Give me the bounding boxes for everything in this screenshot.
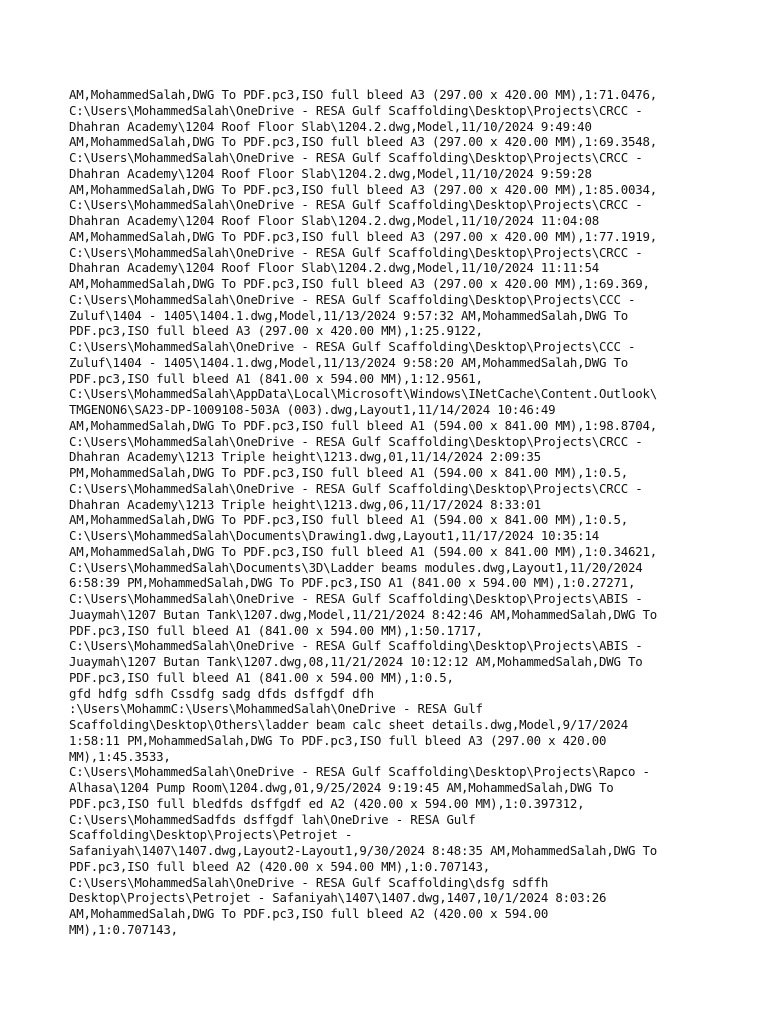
text-line: MM),1:0.707143, (69, 921, 178, 937)
text-line: C:\Users\MohammedSalah\OneDrive - RESA Gulf Scaffolding\Desktop\Projects\CRCC - (69, 197, 643, 213)
text-line: 1:58:11 PM,MohammedSalah,DWG To PDF.pc3,ISO full bleed A3 (297.00 x 420.00 (69, 732, 607, 748)
text-line: 6:58:39 PM,MohammedSalah,DWG To PDF.pc3,ISO A1 (841.00 x 594.00 MM),1:0.27271, (69, 575, 636, 591)
text-line: Zuluf\1404 - 1405\1404.1.dwg,Model,11/13/2024 9:58:20 AM,MohammedSalah,DWG To (69, 354, 629, 370)
text-line: AM,MohammedSalah,DWG To PDF.pc3,ISO full bleed A3 (297.00 x 420.00 MM),1:69.369, (69, 276, 650, 291)
plot-log-text (69, 87, 759, 938)
text-line: Safaniyah\1407\1407.dwg,Layout2-Layout1,9/30/2024 8:48:35 AM,MohammedSalah,DWG To (69, 843, 658, 858)
text-line: Dhahran Academy\1204 Roof Floor Slab\1204.2.dwg,Model,11/10/2024 9:59:28 (69, 165, 592, 181)
text-line: AM,MohammedSalah,DWG To PDF.pc3,ISO full bleed A3 (297.00 x 420.00 MM),1:69.3548, (69, 134, 658, 150)
text-line: Dhahran Academy\1204 Roof Floor Slab\1204.2.dwg,Model,11/10/2024 11:11:54 (69, 260, 599, 276)
text-line: AM,MohammedSalah,DWG To PDF.pc3,ISO full bleed A3 (297.00 x 420.00 MM),1:71.0476, (69, 87, 658, 102)
text-line: Alhasa\1204 Pump Room\1204.dwg,01,9/25/2024 9:19:45 AM,MohammedSalah,DWG To (69, 780, 614, 795)
text-line: C:\Users\MohammedSalah\OneDrive - RESA Gulf Scaffolding\Desktop\Projects\CCC - (69, 339, 636, 354)
text-line: C:\Users\MohammedSalah\OneDrive - RESA Gulf Scaffolding\Desktop\Projects\CRCC - (69, 433, 643, 449)
text-line: C:\Users\MohammedSalah\AppData\Local\Microsoft\Windows\INetCache\Content.Outlook\ (69, 386, 658, 402)
text-line: :\Users\MohammC:\Users\MohammedSalah\OneDrive - RESA Gulf (69, 701, 483, 717)
text-line: PDF.pc3,ISO full bleed A3 (297.00 x 420.00 MM),1:25.9122, (69, 323, 483, 339)
text-line: PM,MohammedSalah,DWG To PDF.pc3,ISO full bleed A1 (594.00 x 841.00 MM),1:0.5, (69, 465, 629, 480)
text-line: C:\Users\MohammedSalah\OneDrive - RESA Gulf Scaffolding\Desktop\Projects\CRCC - (69, 480, 643, 496)
text-line: MM),1:45.3533, (69, 748, 171, 764)
text-line: Zuluf\1404 - 1405\1404.1.dwg,Model,11/13/2024 9:57:32 AM,MohammedSalah,DWG To (69, 307, 629, 323)
text-line: C:\Users\MohammedSalah\Documents\Drawing1.dwg,Layout1,11/17/2024 10:35:14 (69, 528, 599, 543)
text-line: Scaffolding\Desktop\Projects\Petrojet - (69, 827, 353, 843)
text-line: C:\Users\MohammedSalah\Documents\3D\Ladder beams modules.dwg,Layout1,11/20/2024 (69, 559, 643, 575)
text-line: gfd hdfg sdfh Cssdfg sadg dfds dsffgdf dfh (69, 685, 374, 701)
text-line: C:\Users\MohammedSalah\OneDrive - RESA Gulf Scaffolding\Desktop\Projects\CRCC - (69, 244, 643, 260)
text-line: AM,MohammedSalah,DWG To PDF.pc3,ISO full bleed A3 (297.00 x 420.00 MM),1:85.0034, (69, 181, 658, 197)
text-line: TMGENON6\SA23-DP-1009108-503A (003).dwg,Layout1,11/14/2024 10:46:49 (69, 402, 556, 417)
text-line: AM,MohammedSalah,DWG To PDF.pc3,ISO full bleed A1 (594.00 x 841.00 MM),1:0.34621, (69, 543, 658, 559)
text-line: AM,MohammedSalah,DWG To PDF.pc3,ISO full bleed A1 (594.00 x 841.00 MM),1:0.5, (69, 512, 629, 528)
text-line: PDF.pc3,ISO full bleed A1 (841.00 x 594.00 MM),1:12.9561, (69, 370, 483, 386)
text-line: Scaffolding\Desktop\Others\ladder beam calc sheet details.dwg,Model,9/17/2024 (69, 717, 629, 732)
text-line: Juaymah\1207 Butan Tank\1207.dwg,08,11/21/2024 10:12:12 AM,MohammedSalah,DWG To (69, 654, 643, 669)
text-line: Dhahran Academy\1213 Triple height\1213.dwg,06,11/17/2024 8:33:01 (69, 496, 541, 512)
text-line: AM,MohammedSalah,DWG To PDF.pc3,ISO full bleed A3 (297.00 x 420.00 MM),1:77.1919, (69, 228, 658, 244)
text-line: Dhahran Academy\1204 Roof Floor Slab\1204.2.dwg,Model,11/10/2024 11:04:08 (69, 213, 599, 228)
text-line: C:\Users\MohammedSadfds dsffgdf lah\OneDrive - RESA Gulf (69, 811, 476, 827)
text-line: PDF.pc3,ISO full bleed A2 (420.00 x 594.00 MM),1:0.707143, (69, 858, 491, 874)
text-line: Dhahran Academy\1213 Triple height\1213.dwg,01,11/14/2024 2:09:35 (69, 449, 541, 465)
text-line: C:\Users\MohammedSalah\OneDrive - RESA Gulf Scaffolding\Desktop\Projects\CRCC - (69, 150, 643, 165)
text-line: C:\Users\MohammedSalah\OneDrive - RESA Gulf Scaffolding\Desktop\Projects\ABIS - (69, 638, 643, 654)
text-line: PDF.pc3,ISO full bledfds dsffgdf ed A2 (420.00 x 594.00 MM),1:0.397312, (69, 795, 585, 811)
text-line: Dhahran Academy\1204 Roof Floor Slab\1204.2.dwg,Model,11/10/2024 9:49:40 (69, 118, 592, 134)
text-line: AM,MohammedSalah,DWG To PDF.pc3,ISO full bleed A2 (420.00 x 594.00 (69, 906, 549, 921)
text-line: Juaymah\1207 Butan Tank\1207.dwg,Model,11/21/2024 8:42:46 AM,MohammedSalah,DWG To (69, 606, 658, 622)
text-line: C:\Users\MohammedSalah\OneDrive - RESA Gulf Scaffolding\dsfg sdffh (69, 874, 549, 890)
text-line: C:\Users\MohammedSalah\OneDrive - RESA Gulf Scaffolding\Desktop\Projects\CCC - (69, 291, 636, 307)
text-line: Desktop\Projects\Petrojet - Safaniyah\1407\1407.dwg,1407,10/1/2024 8:03:26 (69, 890, 607, 906)
text-line: C:\Users\MohammedSalah\OneDrive - RESA Gulf Scaffolding\Desktop\Projects\ABIS - (69, 591, 643, 606)
text-line: PDF.pc3,ISO full bleed A1 (841.00 x 594.00 MM),1:0.5, (69, 669, 454, 685)
text-line: C:\Users\MohammedSalah\OneDrive - RESA Gulf Scaffolding\Desktop\Projects\CRCC - (69, 102, 643, 118)
text-line: PDF.pc3,ISO full bleed A1 (841.00 x 594.00 MM),1:50.1717, (69, 622, 483, 638)
text-line: C:\Users\MohammedSalah\OneDrive - RESA Gulf Scaffolding\Desktop\Projects\Rapco - (69, 764, 650, 780)
text-line: AM,MohammedSalah,DWG To PDF.pc3,ISO full bleed A1 (594.00 x 841.00 MM),1:98.8704, (69, 417, 658, 433)
